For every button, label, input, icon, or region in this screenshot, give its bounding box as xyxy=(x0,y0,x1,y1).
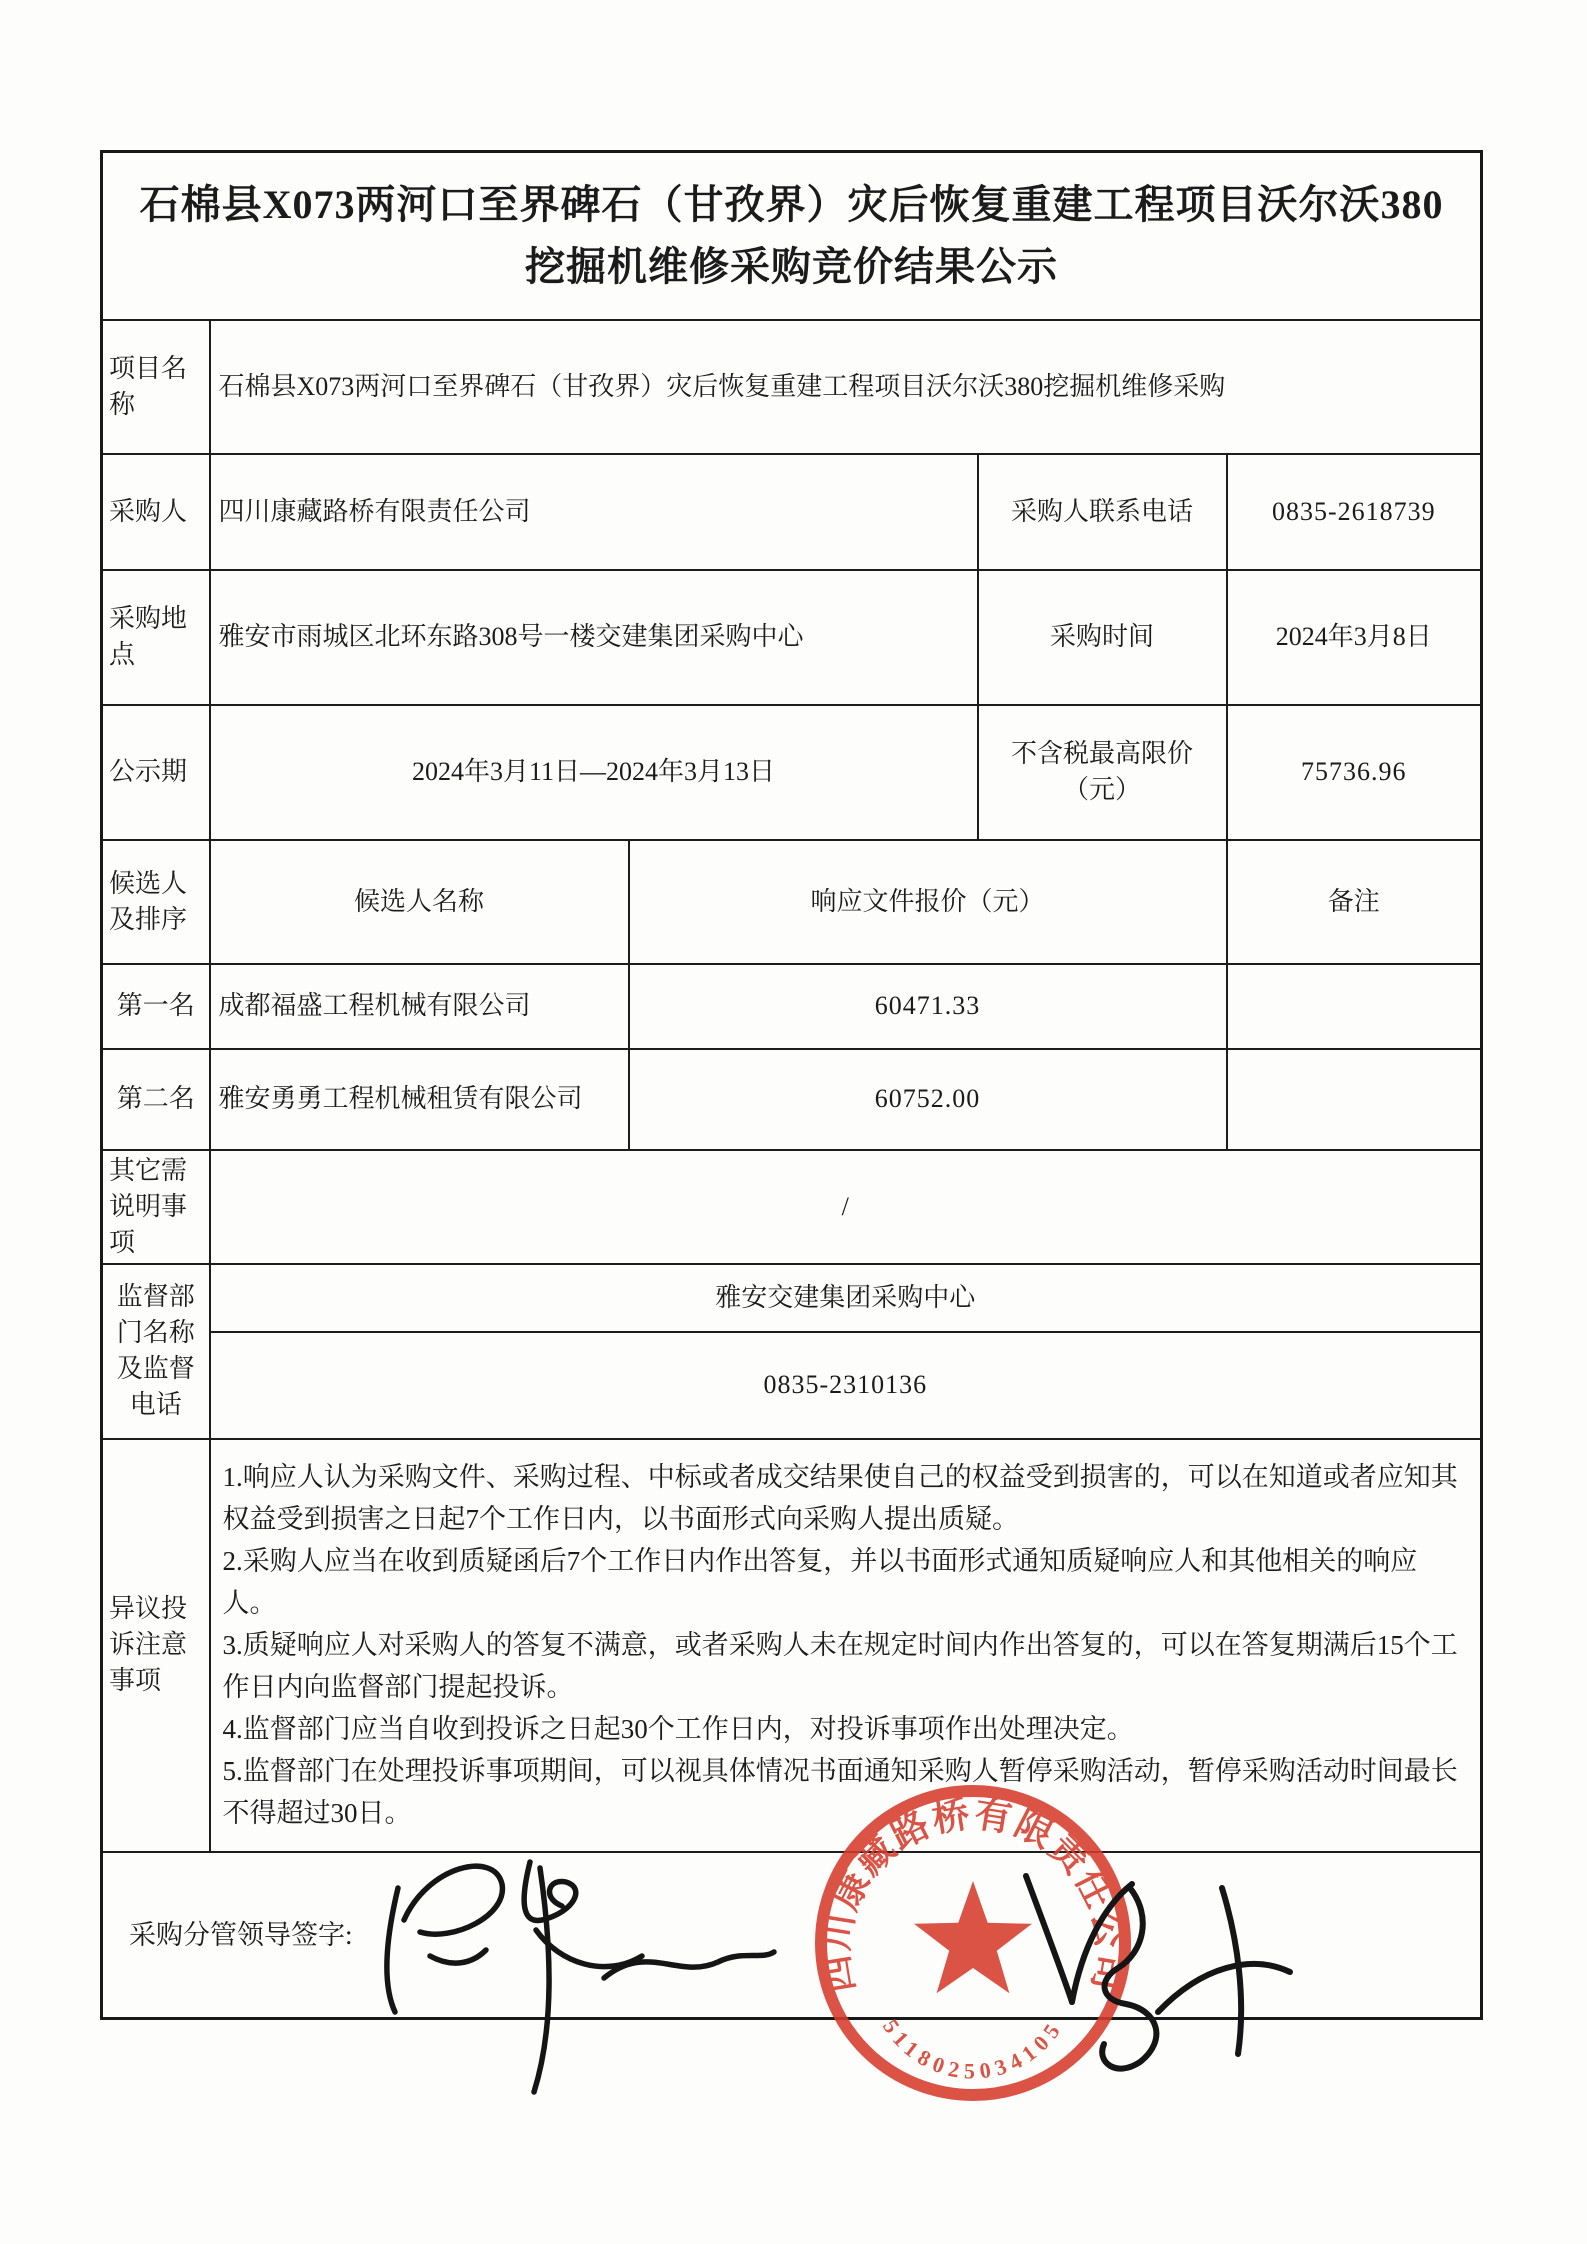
purchaser-label: 采购人 xyxy=(102,454,210,570)
table-row-candidate-1 xyxy=(102,964,1482,1049)
candidate-1-name: 成都福盛工程机械有限公司 xyxy=(210,964,629,1049)
dispute-item-2: 2.采购人应当在收到质疑函后7个工作日内作出答复，并以书面形式通知质疑响应人和其他相关的响应人。 xyxy=(222,1545,1418,1618)
table-row-title xyxy=(102,152,1482,320)
dispute-item-1: 1.响应人认为采购文件、采购过程、中标或者成交结果使自己的权益受到损害的，可以在知道或者应知其权益受到损害之日起7个工作日内，以书面形式向采购人提出质疑。 xyxy=(222,1461,1458,1534)
other-notes-label: 其它需说明事项 xyxy=(102,1150,210,1264)
seal-serial-number: 5118025034105 xyxy=(877,2014,1069,2084)
table-row-supervision-name xyxy=(102,1264,1482,1332)
max-price-value: 75736.96 xyxy=(1227,705,1482,840)
supervision-name-value: 雅安交建集团采购中心 xyxy=(210,1264,1482,1332)
purchase-time-label: 采购时间 xyxy=(978,570,1227,705)
candidates-header-label: 候选人及排序 xyxy=(102,840,210,964)
result-announcement-table xyxy=(100,150,1483,2020)
publicity-period-value: 2024年3月11日—2024年3月13日 xyxy=(210,705,978,840)
project-name-value: 石棉县X073两河口至界碑石（甘孜界）灾后恢复重建工程项目沃尔沃380挖掘机维修采购 xyxy=(210,320,1482,454)
location-value: 雅安市雨城区北环东路308号一楼交建集团采购中心 xyxy=(210,570,978,705)
project-name-label: 项目名称 xyxy=(102,320,210,454)
purchaser-value: 四川康藏路桥有限责任公司 xyxy=(210,454,978,570)
table-row-purchaser xyxy=(102,454,1482,570)
table-row-candidate-2 xyxy=(102,1049,1482,1150)
title-line-1: 石棉县X073两河口至界碑石（甘孜界）灾后恢复重建工程项目沃尔沃380 xyxy=(139,181,1444,227)
publicity-period-label: 公示期 xyxy=(102,705,210,840)
max-price-label: 不含税最高限价（元） xyxy=(978,705,1227,840)
dispute-item-4: 4.监督部门应当自收到投诉之日起30个工作日内，对投诉事项作出处理决定。 xyxy=(222,1713,1134,1744)
candidate-1-quote: 60471.33 xyxy=(629,964,1227,1049)
candidate-1-rank: 第一名 xyxy=(102,964,210,1049)
document-title xyxy=(102,152,1482,320)
candidate-2-quote: 60752.00 xyxy=(629,1049,1227,1150)
svg-text:5118025034105 xyxy=(878,2014,1068,2083)
table-row-signature xyxy=(102,1852,1482,2019)
signature-label: 采购分管领导签字: xyxy=(129,1919,353,1950)
signature-row-cell xyxy=(102,1852,1482,2019)
supervision-label: 监督部门名称及监督电话 xyxy=(102,1264,210,1439)
title-line-2: 挖掘机维修采购竞价结果公示 xyxy=(525,243,1059,289)
supervision-phone-value: 0835-2310136 xyxy=(210,1332,1482,1439)
dispute-item-3: 3.质疑响应人对采购人的答复不满意，或者采购人未在规定时间内作出答复的，可以在答复期满后15个工作日内向监督部门提起投诉。 xyxy=(222,1629,1458,1702)
table-row-candidates-header xyxy=(102,840,1482,964)
candidate-remark-header: 备注 xyxy=(1227,840,1482,964)
dispute-notes-text xyxy=(210,1439,1482,1852)
dispute-notes-label: 异议投诉注意事项 xyxy=(102,1439,210,1852)
table-row-project-name xyxy=(102,320,1482,454)
location-label: 采购地点 xyxy=(102,570,210,705)
table-row-other-notes xyxy=(102,1150,1482,1264)
other-notes-value: / xyxy=(210,1150,1482,1264)
purchaser-phone-value: 0835-2618739 xyxy=(1227,454,1482,570)
table-row-publicity-period xyxy=(102,705,1482,840)
candidate-2-remark xyxy=(1227,1049,1482,1150)
candidate-name-header: 候选人名称 xyxy=(210,840,629,964)
candidate-quote-header: 响应文件报价（元） xyxy=(629,840,1227,964)
seal-company-text: 四川康藏路桥有限责任公司 xyxy=(815,1794,1131,1996)
candidate-2-rank: 第二名 xyxy=(102,1049,210,1150)
table-row-dispute-notes xyxy=(102,1439,1482,1852)
purchase-time-value: 2024年3月8日 xyxy=(1227,570,1482,705)
table-row-supervision-phone xyxy=(102,1332,1482,1439)
candidate-1-remark xyxy=(1227,964,1482,1049)
purchaser-phone-label: 采购人联系电话 xyxy=(978,454,1227,570)
candidate-2-name: 雅安勇勇工程机械租赁有限公司 xyxy=(210,1049,629,1150)
dispute-item-5: 5.监督部门在处理投诉事项期间，可以视具体情况书面通知采购人暂停采购活动，暂停采购活动时间最长不得超过30日。 xyxy=(222,1755,1458,1828)
table-row-location xyxy=(102,570,1482,705)
